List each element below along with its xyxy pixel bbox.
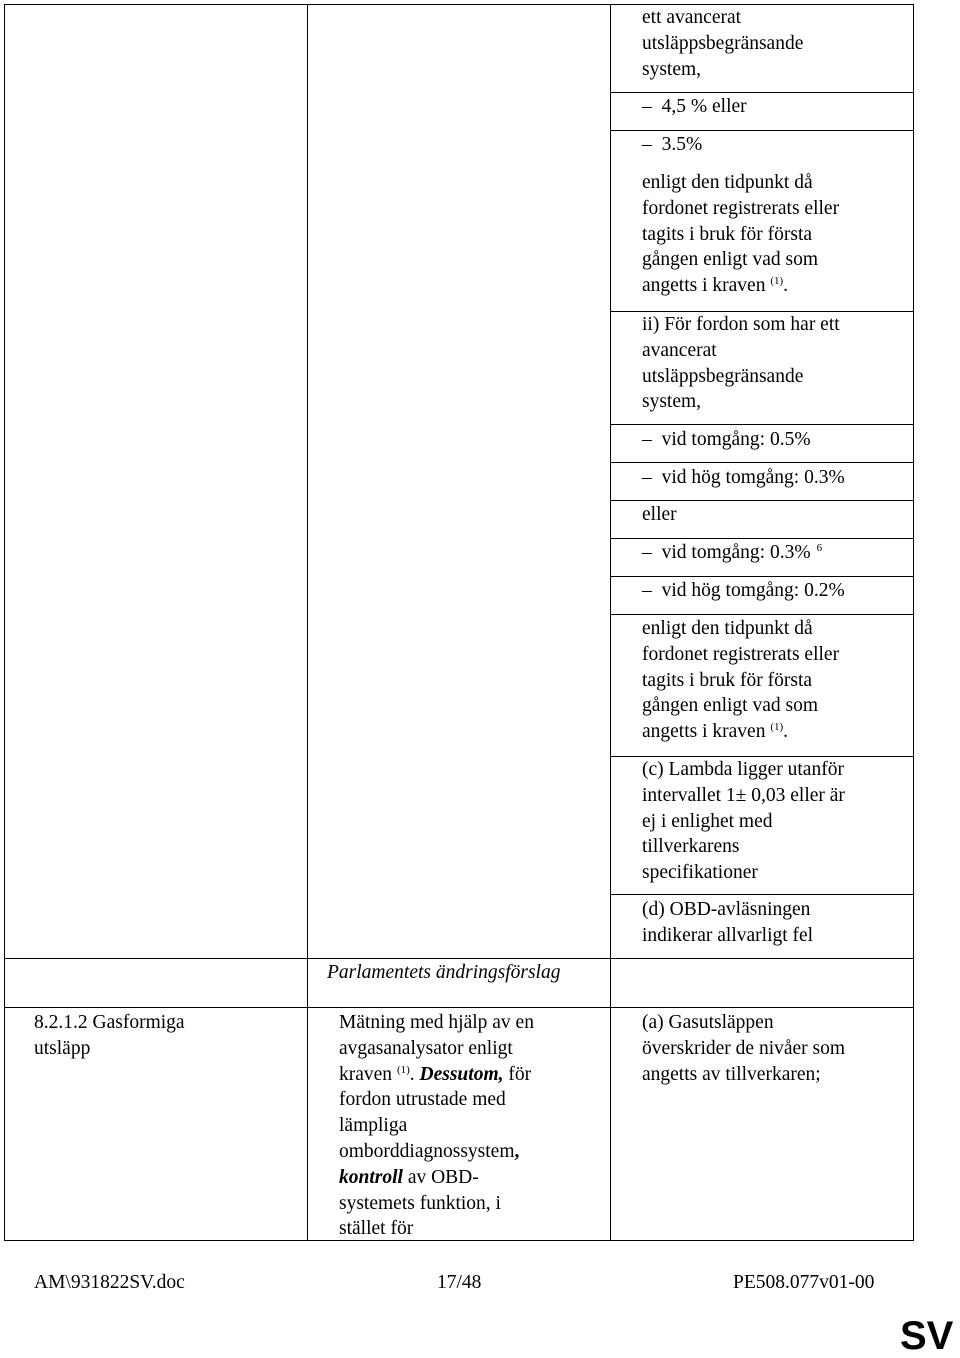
- text-span: angetts i kraven: [642, 275, 766, 297]
- text-line: stället för: [339, 1218, 414, 1240]
- cell-obd: [642, 897, 813, 949]
- row-divider-4: [610, 424, 914, 425]
- table-border-col1: [307, 4, 308, 1241]
- emphasis-text: Dessutom,: [419, 1063, 504, 1085]
- text-line: fordonet registrerats eller: [642, 197, 840, 219]
- text-line: indikerar allvarligt fel: [642, 924, 814, 946]
- text-line: tagits i bruk för första: [642, 223, 813, 245]
- text-line: enligt den tidpunkt då: [642, 172, 813, 193]
- text-span: .: [783, 721, 789, 743]
- cell-enligt-2: [642, 616, 839, 745]
- table-border-col2: [610, 4, 611, 1241]
- section-label: [34, 1010, 185, 1062]
- cell-vid-hog-02: [642, 578, 845, 604]
- row-divider-11: [610, 894, 914, 895]
- text-line: [642, 719, 839, 745]
- text-line: avancerat: [642, 339, 717, 361]
- text-line: (d) OBD-avläsningen: [642, 899, 811, 920]
- list-item-text: 4,5 % eller: [661, 96, 747, 117]
- text-line: fordon utrustade med: [339, 1089, 506, 1111]
- footnote-ref: (1): [770, 275, 784, 288]
- footnote-ref: 6: [816, 542, 823, 554]
- text-span: för: [503, 1063, 532, 1085]
- list-dash: –: [642, 467, 652, 488]
- text-line: angetts av tillverkaren;: [642, 1063, 821, 1085]
- table-border-left: [4, 4, 5, 1241]
- list-item-text: vid tomgång: 0.3%: [661, 542, 811, 563]
- cell-45-eller: [642, 94, 747, 120]
- text-line: enligt den tidpunkt då: [642, 618, 813, 639]
- emphasis-text: ,: [514, 1140, 520, 1162]
- text-line: avgasanalysator enligt: [339, 1037, 513, 1059]
- row-divider-9: [610, 614, 914, 615]
- list-dash: –: [642, 96, 652, 117]
- list-dash: –: [642, 134, 652, 155]
- text-line: utsläpp: [34, 1037, 91, 1059]
- cell-ett-avancerat: [642, 5, 803, 82]
- list-dash: –: [642, 542, 652, 563]
- cell-vid-hog-03: [642, 465, 845, 491]
- text-line: ej i enlighet med: [642, 810, 773, 832]
- text-line: utsläppsbegränsande: [642, 32, 804, 54]
- text-line: ett avancerat: [642, 7, 742, 28]
- text-line: (c) Lambda ligger utanför: [642, 759, 844, 780]
- text-span: av OBD-: [402, 1166, 479, 1188]
- text-line: system,: [642, 391, 702, 413]
- text-span: kraven: [339, 1063, 393, 1085]
- text-line: Mätning med hjälp av en: [339, 1012, 534, 1033]
- cell-ii: [642, 312, 840, 415]
- list-item-text: vid hög tomgång: 0.3%: [661, 467, 845, 488]
- text-line: [339, 1139, 599, 1165]
- text-span: .: [783, 275, 789, 297]
- cell-vid-tomgang-05: [642, 427, 811, 453]
- footnote-ref: (1): [770, 721, 784, 734]
- text-line: gången enligt vad som: [642, 249, 819, 271]
- row-divider-7: [610, 538, 914, 539]
- text-line: tagits i bruk för första: [642, 669, 813, 691]
- text-line: utsläppsbegränsande: [642, 365, 804, 387]
- row-divider-13: [4, 1007, 914, 1008]
- footer-page-number: 17/48: [437, 1272, 482, 1293]
- list-dash: –: [642, 429, 652, 450]
- language-badge: SV: [900, 1314, 954, 1358]
- list-item-text: 3.5%: [661, 134, 703, 155]
- text-line: ii) För fordon som har ett: [642, 314, 840, 335]
- table-border-right: [913, 4, 914, 1241]
- footer-doc-ref: AM\931822SV.doc: [34, 1272, 185, 1293]
- text-line: tillverkarens: [642, 836, 740, 858]
- cell-eller: [642, 502, 677, 528]
- footnote-ref: (1): [396, 1063, 410, 1076]
- text-line: system,: [642, 58, 702, 80]
- footer-pe-number: PE508.077v01-00: [733, 1272, 875, 1293]
- text-span: .: [409, 1063, 420, 1085]
- text-line: intervallet 1± 0,03 eller är: [642, 784, 845, 806]
- amendment-text: [339, 1010, 599, 1242]
- text-line: (a) Gasutsläppen: [642, 1012, 774, 1033]
- text-line: systemets funktion, i: [339, 1192, 501, 1214]
- list-dash: –: [642, 580, 652, 601]
- row-divider-8: [610, 576, 914, 577]
- text-line: gången enligt vad som: [642, 695, 819, 717]
- cell-enligt-1: [642, 170, 839, 299]
- list-item-text: vid tomgång: 0.5%: [661, 429, 811, 450]
- text-line: lämpliga: [339, 1115, 408, 1137]
- text-span: omborddiagnossystem: [339, 1140, 515, 1162]
- row-divider-6: [610, 500, 914, 501]
- emphasis-text: kontroll: [339, 1166, 403, 1188]
- cell-gasutslappen: [642, 1010, 845, 1087]
- cell-lambda: [642, 757, 845, 886]
- cell-vid-tomgang-03: [642, 540, 822, 566]
- text-line: [642, 273, 839, 299]
- row-divider-5: [610, 462, 914, 463]
- text-line: eller: [642, 504, 677, 525]
- text-line: [339, 1062, 599, 1088]
- text-line: 8.2.1.2 Gasformiga: [34, 1012, 185, 1033]
- text-line: specifikationer: [642, 862, 758, 884]
- text-line: överskrider de nivåer som: [642, 1037, 846, 1059]
- text-line: fordonet registrerats eller: [642, 643, 840, 665]
- text-line: [339, 1165, 599, 1191]
- row-divider-1: [610, 92, 914, 93]
- list-item-text: vid hög tomgång: 0.2%: [661, 580, 845, 601]
- column-header-amendment: Parlamentets ändringsförslag: [327, 962, 561, 983]
- row-divider-2: [610, 130, 914, 131]
- text-span: angetts i kraven: [642, 721, 766, 743]
- row-divider-12: [4, 958, 914, 959]
- cell-35: [642, 132, 702, 158]
